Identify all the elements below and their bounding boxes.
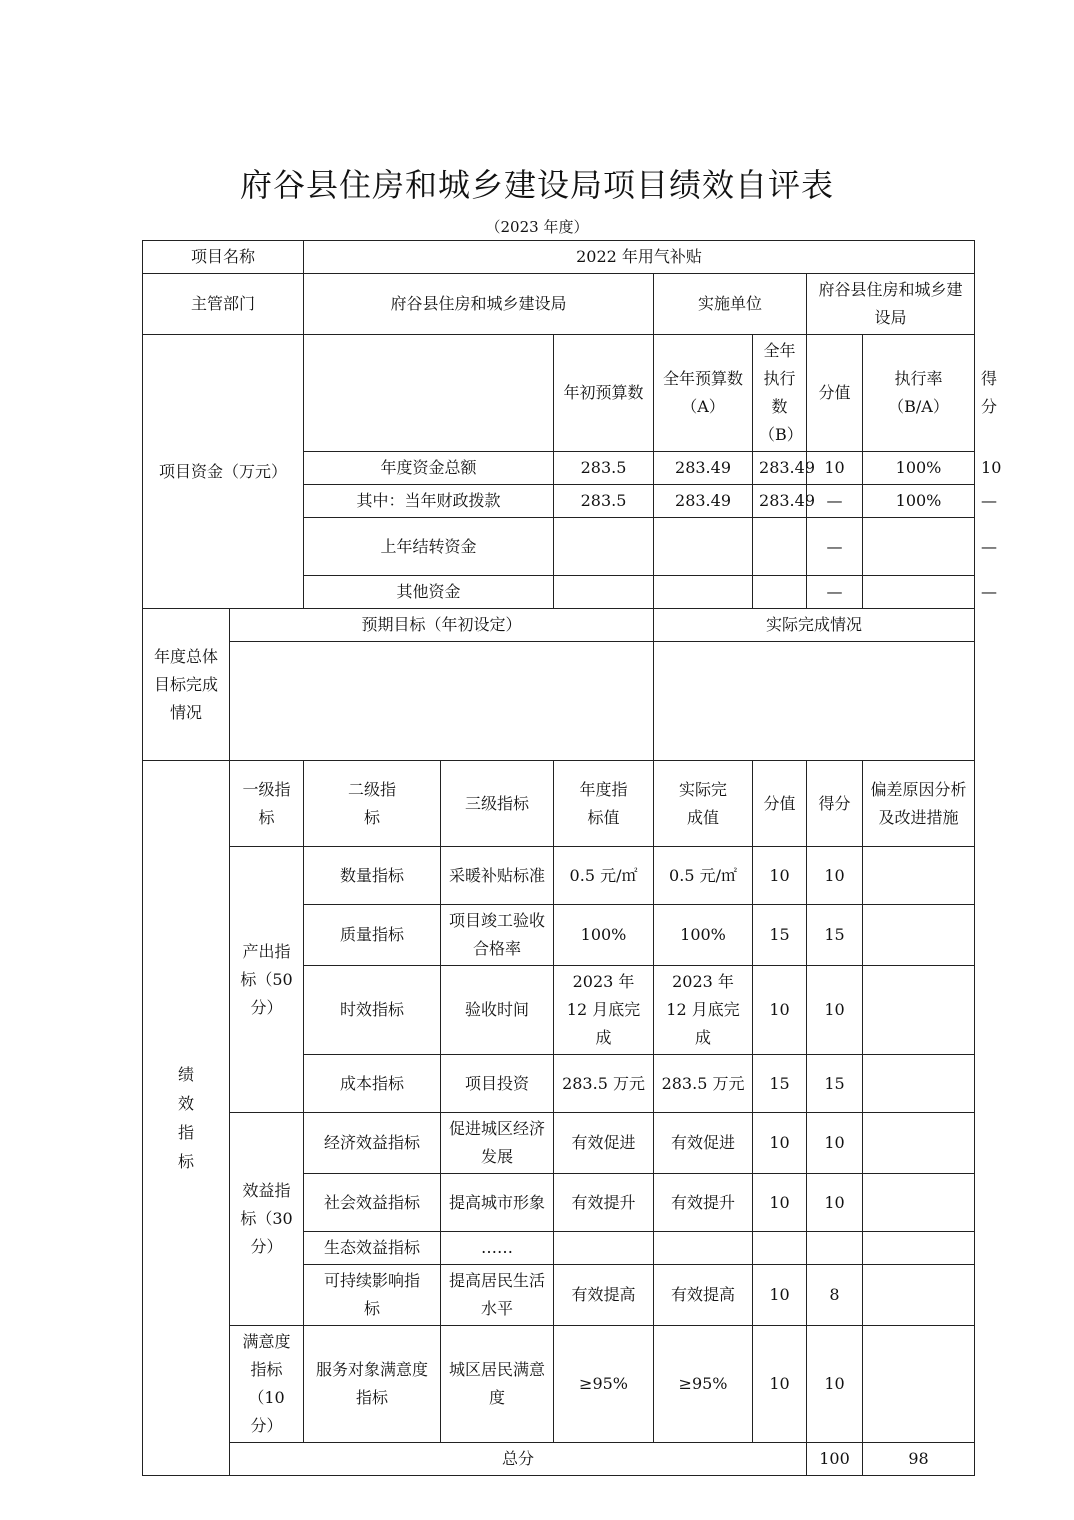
funds-cell: [554, 518, 654, 576]
perf-actual: 0.5 元/㎡: [654, 847, 753, 905]
funds-cell: 283.49: [753, 485, 807, 518]
funds-cell: [654, 576, 753, 609]
funds-cell: 283.5: [554, 452, 654, 485]
funds-row-label: 其中：当年财政拨款: [304, 485, 554, 518]
perf-note: [863, 1055, 975, 1113]
perf-l2: 生态效益指标: [304, 1232, 441, 1265]
perf-l2: 时效指标: [304, 966, 441, 1055]
goal-actual-value: [654, 642, 975, 761]
funds-cell: —: [807, 576, 863, 609]
funds-label: 项目资金（万元）: [143, 335, 304, 609]
funds-cell: 283.49: [654, 452, 753, 485]
perf-got: 15: [807, 1055, 863, 1113]
perf-got: 10: [807, 1174, 863, 1232]
perf-got: 10: [807, 1326, 863, 1443]
perf-header: 实际完成值: [654, 761, 753, 847]
perf-note: [863, 1326, 975, 1443]
funds-row-label: 年度资金总额: [304, 452, 554, 485]
perf-header: 二级指标: [304, 761, 441, 847]
perf-target: 100%: [554, 905, 654, 966]
perf-header: 得分: [807, 761, 863, 847]
perf-score: 15: [753, 905, 807, 966]
funds-cell: [753, 576, 807, 609]
funds-cell: 100%: [863, 452, 975, 485]
perf-l3: 验收时间: [441, 966, 554, 1055]
funds-header: 年初预算数: [554, 335, 654, 452]
funds-cell: 283.49: [654, 485, 753, 518]
funds-header: 执行率（B/A）: [863, 335, 975, 452]
funds-row-label: 上年结转资金: [304, 518, 554, 576]
perf-header: 分值: [753, 761, 807, 847]
funds-cell: 283.49: [753, 452, 807, 485]
perf-actual: 有效促进: [654, 1113, 753, 1174]
perf-l2: 质量指标: [304, 905, 441, 966]
impl-unit-label: 实施单位: [654, 274, 807, 335]
perf-target: 283.5 万元: [554, 1055, 654, 1113]
perf-score: 10: [753, 847, 807, 905]
perf-got: 10: [807, 966, 863, 1055]
funds-cell: —: [807, 518, 863, 576]
perf-group-label: 产出指标（50 分）: [230, 847, 304, 1113]
funds-row-label: 其他资金: [304, 576, 554, 609]
perf-header: 三级指标: [441, 761, 554, 847]
perf-score: 15: [753, 1055, 807, 1113]
perf-group-label: 满意度指标（10 分）: [230, 1326, 304, 1443]
perf-note: [863, 1265, 975, 1326]
total-got: 98: [863, 1443, 975, 1476]
perf-score: 10: [753, 1265, 807, 1326]
perf-l2: 经济效益指标: [304, 1113, 441, 1174]
perf-actual: ≥95%: [654, 1326, 753, 1443]
perf-l3: 促进城区经济发展: [441, 1113, 554, 1174]
funds-cell: 10: [807, 452, 863, 485]
perf-l3: 提高城市形象: [441, 1174, 554, 1232]
perf-l2: 可持续影响指标: [304, 1265, 441, 1326]
perf-actual: [654, 1232, 753, 1265]
perf-header: 一级指标: [230, 761, 304, 847]
perf-target: 有效促进: [554, 1113, 654, 1174]
goal-label: 年度总体目标完成情况: [143, 609, 230, 761]
perf-label: [143, 761, 230, 1476]
perf-score: 10: [753, 966, 807, 1055]
goal-actual-label: 实际完成情况: [654, 609, 975, 642]
perf-target: 有效提升: [554, 1174, 654, 1232]
perf-got: 10: [807, 847, 863, 905]
funds-cell: 100%: [863, 485, 975, 518]
perf-note: [863, 847, 975, 905]
total-label: 总分: [230, 1443, 807, 1476]
perf-got: 8: [807, 1265, 863, 1326]
perf-score: 10: [753, 1113, 807, 1174]
goal-expected-label: 预期目标（年初设定）: [230, 609, 654, 642]
perf-actual: 283.5 万元: [654, 1055, 753, 1113]
funds-cell: [863, 576, 975, 609]
funds-header: 全年执行数（B）: [753, 335, 807, 452]
dept-label: 主管部门: [143, 274, 304, 335]
perf-target: 有效提高: [554, 1265, 654, 1326]
perf-group-label: 效益指标（30 分）: [230, 1113, 304, 1326]
perf-l3: 项目竣工验收合格率: [441, 905, 554, 966]
perf-header: 偏差原因分析及改进措施: [863, 761, 975, 847]
funds-cell: —: [807, 485, 863, 518]
perf-l3: 提高居民生活水平: [441, 1265, 554, 1326]
funds-cell: [654, 518, 753, 576]
perf-got: [807, 1232, 863, 1265]
perf-header: 年度指标值: [554, 761, 654, 847]
perf-actual: 有效提升: [654, 1174, 753, 1232]
perf-note: [863, 966, 975, 1055]
perf-score: 10: [753, 1326, 807, 1443]
perf-note: [863, 1174, 975, 1232]
goal-expected-value: [230, 642, 654, 761]
total-score: 100: [807, 1443, 863, 1476]
perf-target: ≥95%: [554, 1326, 654, 1443]
report-year: （2023 年度）: [485, 218, 589, 236]
funds-header: 分值: [807, 335, 863, 452]
perf-note: [863, 1232, 975, 1265]
impl-unit-value: 府谷县住房和城乡建设局: [807, 274, 975, 335]
perf-l3: 采暖补贴标准: [441, 847, 554, 905]
perf-l2: 社会效益指标: [304, 1174, 441, 1232]
perf-l3: 项目投资: [441, 1055, 554, 1113]
perf-actual: 2023 年 12 月底完成: [654, 966, 753, 1055]
funds-cell: 283.5: [554, 485, 654, 518]
perf-score: [753, 1232, 807, 1265]
perf-target: 0.5 元/㎡: [554, 847, 654, 905]
perf-score: 10: [753, 1174, 807, 1232]
project-name-label: 项目名称: [143, 241, 304, 274]
funds-corner-cell: [304, 335, 554, 452]
page-title: 府谷县住房和城乡建设局项目绩效自评表: [239, 166, 834, 204]
perf-label-text: 绩效指标: [178, 1065, 195, 1171]
perf-l2: 数量指标: [304, 847, 441, 905]
funds-cell: [554, 576, 654, 609]
perf-l3: 城区居民满意度: [441, 1326, 554, 1443]
funds-cell: [753, 518, 807, 576]
perf-got: 15: [807, 905, 863, 966]
perf-l2: 成本指标: [304, 1055, 441, 1113]
perf-actual: 100%: [654, 905, 753, 966]
perf-note: [863, 1113, 975, 1174]
funds-header: 全年预算数（A）: [654, 335, 753, 452]
perf-target: [554, 1232, 654, 1265]
perf-l2: 服务对象满意度指标: [304, 1326, 441, 1443]
project-name-value: 2022 年用气补贴: [304, 241, 975, 274]
self-evaluation-table: 项目名称 2022 年用气补贴 主管部门 府谷县住房和城乡建设局 实施单位 府谷县住房和城乡建设局 项目资金（万元） 年初预算数 全年预算数（A） 全年执行数（B） 分值 执行率（B/A） 得分 年度资金总额 283.5 283.49 283.49 10 100% 10 其中：当年财政拨款 283.5 283.49 283.49 — 100% — 上年结转资金 — — 其他资金 — — 年度总体目标完成情况 预期目标（年初设定） 实际完成情况 绩效指标 一级指标 二级指标 三级指标 年度指标值 实际完成值 分值 得分 偏差原因分析及改进措施 产出指标（50 分） 数量指标 采暖补贴标准 0.5 元/㎡ 0.5 元/㎡ 10 10 质量指标 项目竣工验收合格率 100% 100% 15 15 时效指标 验收时间 2023 年 12 月底完成 2023 年 12 月底完成 10 10 成本指标 项目投资 283.5 万元 283.5 万元 15 15 效益指标（30 分） 经济效益指标 促进城区经济发展 有效促进 有效促进 10 10 社会效益指标 提高城市形象 有效提升 有效提升 10 10 生态效益指标 …… 可持续影响指标 提高居民生活水平 有效提高 有效提高 10 8 满意度指标（10 分） 服务对象满意度指标 城区居民满意度 ≥95% ≥95% 10 10 总分 100 98: [142, 240, 975, 1476]
dept-value: 府谷县住房和城乡建设局: [304, 274, 654, 335]
perf-got: 10: [807, 1113, 863, 1174]
perf-target: 2023 年 12 月底完成: [554, 966, 654, 1055]
perf-actual: 有效提高: [654, 1265, 753, 1326]
funds-cell: [863, 518, 975, 576]
perf-note: [863, 905, 975, 966]
perf-l3: ……: [441, 1232, 554, 1265]
